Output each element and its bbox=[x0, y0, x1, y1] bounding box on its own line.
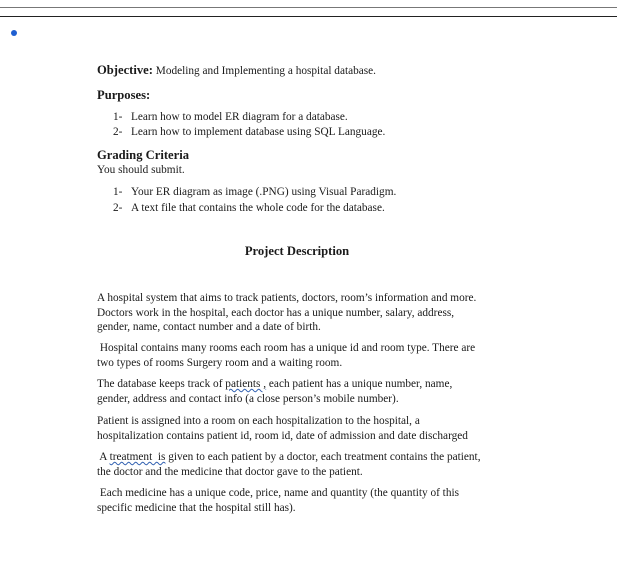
list-number: 1- bbox=[113, 186, 123, 198]
top-rule-light bbox=[0, 7, 617, 8]
project-title: Project Description bbox=[244, 244, 350, 258]
grading-heading: Grading Criteria bbox=[97, 148, 189, 162]
paragraph-3 bbox=[97, 377, 497, 406]
purpose-item-2 bbox=[113, 125, 385, 140]
list-text: Learn how to implement database using SQL Language. bbox=[131, 126, 386, 138]
paragraph-line: A hospital system that aims to track patients, doctors, room’s information and more. bbox=[97, 292, 477, 304]
spellcheck-marked-word: patients , bbox=[225, 378, 267, 390]
paragraph-line: Doctors work in the hospital, each doctor has a unique number, salary, address, bbox=[97, 306, 455, 319]
paragraph-line: two types of rooms Surgery room and a waiting room. bbox=[97, 356, 343, 369]
list-number: 2- bbox=[113, 202, 123, 214]
spellcheck-marked-word: treatment is bbox=[109, 451, 166, 463]
objective-line bbox=[97, 63, 376, 79]
paragraph-line bbox=[97, 450, 497, 465]
paragraph-line: specific medicine that the hospital still has). bbox=[97, 501, 296, 514]
grading-item-1 bbox=[113, 185, 396, 200]
text-run: given to each patient by a doctor, each treatment contains the patient, bbox=[165, 451, 481, 463]
paragraph-line: the doctor and the medicine that doctor gave to the patient. bbox=[97, 465, 363, 478]
paragraph-6 bbox=[97, 486, 497, 515]
paragraph-line: gender, address and contact info (a close person’s mobile number). bbox=[97, 392, 399, 405]
text-run: The database keeps track of bbox=[97, 378, 226, 390]
top-rule-dark bbox=[0, 16, 617, 17]
paragraph-2 bbox=[97, 341, 497, 370]
paragraph-line: Patient is assigned into a room on each hospitalization to the hospital, a bbox=[97, 415, 420, 427]
bullet-dot-icon bbox=[11, 30, 17, 36]
paragraph-1 bbox=[97, 291, 497, 335]
objective-text: Modeling and Implementing a hospital database. bbox=[152, 65, 377, 77]
grading-intro: You should submit. bbox=[97, 164, 185, 176]
paragraph-line: Each medicine has a unique code, price, name and quantity (the quantity of this bbox=[97, 487, 460, 499]
paragraph-4 bbox=[97, 414, 497, 443]
list-number: 2- bbox=[113, 126, 123, 138]
paragraph-5 bbox=[97, 450, 497, 479]
paragraph-line: gender, name, contact number and a date of birth. bbox=[97, 321, 321, 333]
list-text: Learn how to model ER diagram for a database. bbox=[131, 111, 348, 123]
purpose-item-1 bbox=[113, 110, 348, 125]
objective-label: Objective: bbox=[97, 63, 153, 77]
grading-item-2 bbox=[113, 201, 385, 216]
paragraph-line: hospitalization contains patient id, room id, date of admission and date discharged bbox=[97, 429, 468, 442]
text-run: A bbox=[97, 451, 110, 463]
paragraph-line: Hospital contains many rooms each room has a unique id and room type. There are bbox=[97, 342, 476, 354]
list-text: A text file that contains the whole code for the database. bbox=[131, 202, 385, 214]
list-text: Your ER diagram as image (.PNG) using Visual Paradigm. bbox=[131, 186, 397, 198]
purposes-heading: Purposes: bbox=[97, 88, 151, 102]
text-run: each patient has a unique number, name, bbox=[266, 378, 453, 390]
paragraph-line bbox=[97, 377, 497, 392]
list-number: 1- bbox=[113, 111, 123, 123]
